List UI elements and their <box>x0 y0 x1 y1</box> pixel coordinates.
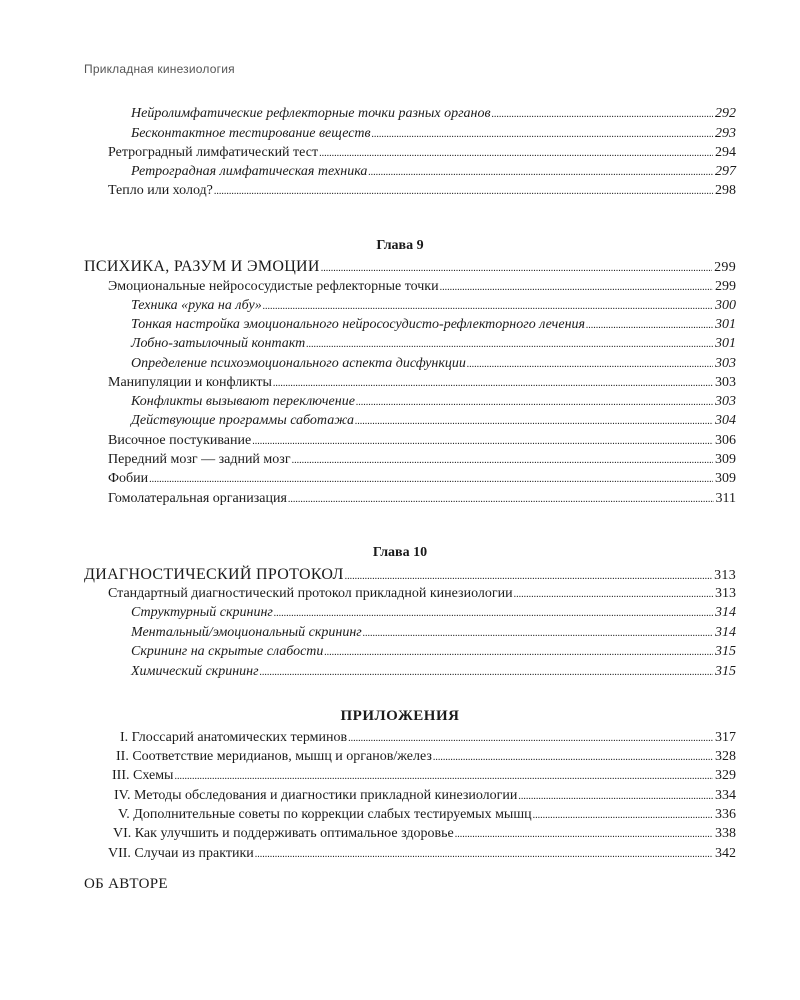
dot-leader <box>368 162 713 183</box>
dot-leader <box>372 124 713 145</box>
toc-entry[interactable] <box>108 143 736 163</box>
toc-entry-title: Тепло или холод? <box>108 183 213 198</box>
dot-leader <box>149 469 713 490</box>
dot-leader <box>363 623 713 644</box>
toc-entry-title: VII. Случаи из практики <box>108 846 254 861</box>
toc-entry-page: 315 <box>715 664 736 679</box>
toc-entry[interactable] <box>108 489 736 509</box>
toc-entry-page: 294 <box>715 145 736 160</box>
toc-entry-page: 297 <box>715 164 736 179</box>
toc-entry[interactable] <box>108 277 736 297</box>
dot-leader <box>274 603 713 624</box>
toc-entry-title: Манипуляции и конфликты <box>108 375 272 390</box>
dot-leader <box>440 277 713 298</box>
toc-entry-page: 313 <box>714 568 736 583</box>
dot-leader <box>492 104 713 125</box>
dot-leader <box>255 844 713 865</box>
toc-entry[interactable] <box>108 469 736 489</box>
toc-entry-page: 303 <box>715 394 736 409</box>
toc-entry-title: Бесконтактное тестирование веществ <box>131 126 371 141</box>
toc-entry-title: Скрининг на скрытые слабости <box>131 644 324 659</box>
toc-entry-page: 328 <box>715 749 736 764</box>
appendices-heading: ПРИЛОЖЕНИЯ <box>340 708 460 724</box>
chapter-title: ПСИХИКА, РАЗУМ И ЭМОЦИИ <box>84 258 320 275</box>
toc-entry[interactable] <box>131 315 736 335</box>
dot-leader <box>321 257 712 279</box>
toc-entry-page: 301 <box>715 336 736 351</box>
toc-entry-title: Тонкая настройка эмоционального нейрососудисто-рефлекторного лечения <box>131 317 586 332</box>
toc-entry[interactable] <box>131 623 736 643</box>
toc-entry[interactable] <box>108 844 736 864</box>
toc-entry[interactable] <box>131 104 736 124</box>
dot-leader <box>288 489 714 510</box>
toc-entry-page: 304 <box>715 413 736 428</box>
dot-leader <box>348 728 713 749</box>
toc-entry-title: Техника «рука на лбу» <box>131 298 262 313</box>
dot-leader <box>273 373 713 394</box>
toc-entry-page: 299 <box>714 260 736 275</box>
toc-entry-title: II. Соответствие меридианов, мышц и органов/желез <box>116 749 432 764</box>
dot-leader <box>174 766 713 787</box>
toc-entry[interactable] <box>116 747 736 767</box>
toc-entry[interactable] <box>112 766 736 786</box>
toc-entry[interactable] <box>118 805 736 825</box>
toc-entry[interactable] <box>131 354 736 374</box>
dot-leader <box>455 824 713 845</box>
toc-entry-page: 336 <box>715 807 736 822</box>
dot-leader <box>214 181 713 202</box>
about-author-heading[interactable]: ОБ АВТОРЕ <box>84 876 168 892</box>
toc-entry-title: Эмоциональные нейрососудистые рефлекторные точки <box>108 279 439 294</box>
toc-entry[interactable] <box>113 824 736 844</box>
toc-entry-title: VI. Как улучшить и поддерживать оптимальное здоровье <box>113 826 454 841</box>
dot-leader <box>533 805 713 826</box>
toc-entry[interactable] <box>131 642 736 662</box>
toc-entry-title: Конфликты вызывают переключение <box>131 394 355 409</box>
dot-leader <box>260 662 713 683</box>
toc-entry-title: Ментальный/эмоциональный скрининг <box>131 625 362 640</box>
toc-entry[interactable] <box>131 662 736 682</box>
toc-entry-page: 293 <box>715 126 736 141</box>
toc-entry-title: Химический скрининг <box>131 664 259 679</box>
toc-entry-title: Височное постукивание <box>108 433 252 448</box>
toc-entry-page: 329 <box>715 768 736 783</box>
toc-entry[interactable] <box>108 431 736 451</box>
dot-leader <box>306 334 713 355</box>
toc-entry-page: 300 <box>715 298 736 313</box>
toc-entry-title: Ретроградный лимфатический тест <box>108 145 319 160</box>
toc-entry-title: V. Дополнительные советы по коррекции слабых тестируемых мышц <box>118 807 532 822</box>
toc-entry-title: I. Глоссарий анатомических терминов <box>120 730 348 745</box>
dot-leader <box>263 296 713 317</box>
toc-entry[interactable] <box>131 296 736 316</box>
chapter-label: Глава 10 <box>372 545 428 560</box>
toc-entry-page: 303 <box>715 375 736 390</box>
toc-entry-title: IV. Методы обследования и диагностики прикладной кинезиологии <box>114 788 518 803</box>
dot-leader <box>319 143 713 164</box>
toc-entry-page: 303 <box>715 356 736 371</box>
toc-entry[interactable] <box>108 373 736 393</box>
toc-entry-page: 315 <box>715 644 736 659</box>
toc-entry-title: Передний мозг — задний мозг <box>108 452 291 467</box>
chapter-title-entry[interactable] <box>84 257 736 277</box>
toc-entry[interactable] <box>131 162 736 182</box>
toc-entry-page: 334 <box>715 788 736 803</box>
toc-entry-title: Нейролимфатические рефлекторные точки разных органов <box>131 106 491 121</box>
toc-entry-title: Определение психоэмоционального аспекта дисфункции <box>131 356 466 371</box>
dot-leader <box>518 786 713 807</box>
dot-leader <box>586 315 713 336</box>
dot-leader <box>355 411 713 432</box>
chapter-title-entry[interactable] <box>84 565 736 585</box>
toc-entry-page: 313 <box>715 586 736 601</box>
toc-entry-title: III. Схемы <box>112 768 174 783</box>
toc-entry-page: 301 <box>715 317 736 332</box>
toc-entry-page: 298 <box>715 183 736 198</box>
toc-entry[interactable] <box>120 728 736 748</box>
toc-entry-title: Действующие программы саботажа <box>131 413 355 428</box>
toc-entry-page: 314 <box>715 625 736 640</box>
toc-entry-page: 299 <box>715 279 736 294</box>
toc-entry[interactable] <box>108 584 736 604</box>
toc-entry-page: 311 <box>715 491 736 506</box>
dot-leader <box>433 747 713 768</box>
toc-entry-title: Ретроградная лимфатическая техника <box>131 164 368 179</box>
toc-entry-page: 338 <box>715 826 736 841</box>
toc-entry-page: 292 <box>715 106 736 121</box>
toc-entry-title: Лобно-затылочный контакт <box>131 336 306 351</box>
toc-entry-page: 309 <box>715 452 736 467</box>
chapter-title: ДИАГНОСТИЧЕСКИЙ ПРОТОКОЛ <box>84 566 344 583</box>
toc-entry-page: 317 <box>715 730 736 745</box>
toc-entry[interactable] <box>131 392 736 412</box>
toc-entry[interactable] <box>131 603 736 623</box>
toc-entry-page: 309 <box>715 471 736 486</box>
dot-leader <box>324 642 713 663</box>
toc-entry[interactable] <box>108 450 736 470</box>
toc-entry[interactable] <box>131 124 736 144</box>
toc-entry-page: 342 <box>715 846 736 861</box>
dot-leader <box>356 392 713 413</box>
toc-entry-title: Гомолатеральная организация <box>108 491 287 506</box>
toc-entry-page: 306 <box>715 433 736 448</box>
toc-entry[interactable] <box>131 411 736 431</box>
dot-leader <box>252 431 713 452</box>
toc-entry[interactable] <box>131 334 736 354</box>
toc-entry-title: Фобии <box>108 471 149 486</box>
dot-leader <box>292 450 713 471</box>
dot-leader <box>514 584 713 605</box>
toc-entry[interactable] <box>114 786 736 806</box>
chapter-label: Глава 9 <box>376 238 424 253</box>
running-title: Прикладная кинезиология <box>84 62 235 76</box>
toc-entry-title: Структурный скрининг <box>131 605 273 620</box>
toc-entry-title: Стандартный диагностический протокол прикладной кинезиологии <box>108 586 513 601</box>
toc-entry[interactable] <box>108 181 736 201</box>
toc-entry-page: 314 <box>715 605 736 620</box>
dot-leader <box>467 354 713 375</box>
